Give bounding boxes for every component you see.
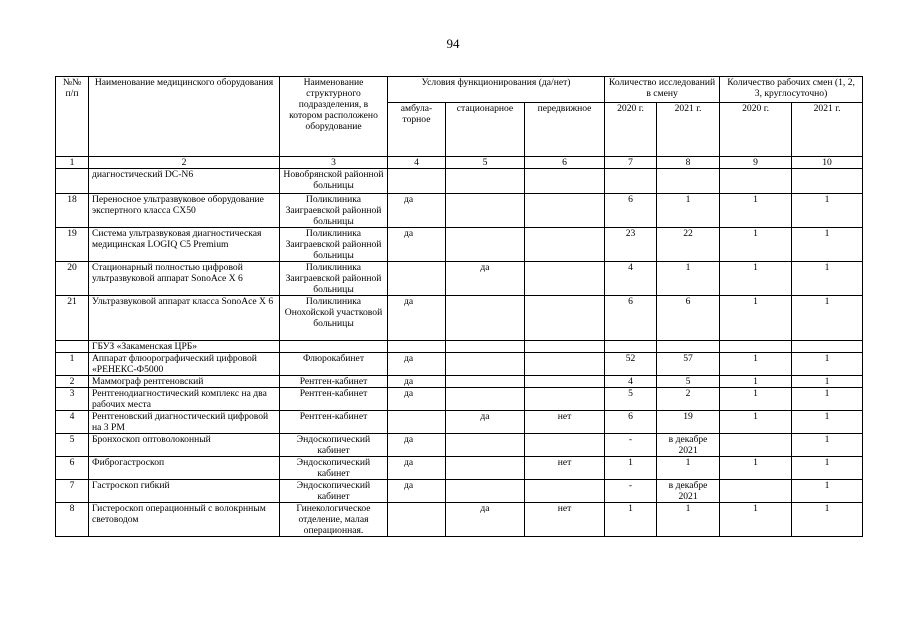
header-shifts-2020: 2020 г. [720, 103, 792, 157]
ambulatory-flag: да [388, 457, 446, 480]
shifts-2020 [720, 169, 792, 194]
division-name [280, 341, 388, 353]
stationary-flag [446, 194, 525, 228]
mobile-flag [525, 228, 605, 262]
shifts-2020: 1 [720, 296, 792, 341]
studies-2021: 1 [657, 262, 720, 296]
equipment-name: Гистероскоп операционный с волокрнным световодом [89, 503, 280, 537]
header-studies: Количество исследований в смену [605, 77, 720, 103]
equipment-name: Фиброгастроскоп [89, 457, 280, 480]
division-name: Эндоскопический кабинет [280, 457, 388, 480]
header-division: Наименование структурного подразделения, в котором расположено оборудование [280, 77, 388, 157]
studies-2020: 6 [605, 194, 657, 228]
row-number: 5 [56, 434, 89, 457]
mobile-flag [525, 480, 605, 503]
row-number: 7 [56, 480, 89, 503]
table-row [56, 388, 863, 411]
header-studies-2021: 2021 г. [657, 103, 720, 157]
division-name: Рентген-кабинет [280, 376, 388, 388]
row-number: 21 [56, 296, 89, 341]
stationary-flag: да [446, 411, 525, 434]
stationary-flag [446, 434, 525, 457]
division-name: Рентген-кабинет [280, 411, 388, 434]
table-row [56, 376, 863, 388]
column-number: 10 [792, 157, 863, 169]
stationary-flag [446, 388, 525, 411]
table-row [56, 194, 863, 228]
column-number: 5 [446, 157, 525, 169]
mobile-flag [525, 341, 605, 353]
shifts-2020: 1 [720, 376, 792, 388]
table-header [56, 77, 863, 169]
ambulatory-flag [388, 262, 446, 296]
studies-2021: 5 [657, 376, 720, 388]
division-name: Поликлиника Онохойской участковой больницы [280, 296, 388, 341]
equipment-name: Маммограф рентгеновский [89, 376, 280, 388]
ambulatory-flag [388, 341, 446, 353]
shifts-2020: 1 [720, 388, 792, 411]
division-name: Поликлиника Заиграевской районной больницы [280, 228, 388, 262]
header-stationary: стационарное [446, 103, 525, 157]
shifts-2020 [720, 480, 792, 503]
studies-2021: 6 [657, 296, 720, 341]
studies-2020: - [605, 434, 657, 457]
mobile-flag: нет [525, 503, 605, 537]
header-ambulatory: амбула-торное [388, 103, 446, 157]
table-row [56, 503, 863, 537]
shifts-2021: 1 [792, 194, 863, 228]
column-numbers-row [56, 157, 863, 169]
ambulatory-flag: да [388, 388, 446, 411]
table-row [56, 228, 863, 262]
studies-2020: 5 [605, 388, 657, 411]
division-name: Поликлиника Заиграевской районной больницы [280, 262, 388, 296]
division-name: Рентген-кабинет [280, 388, 388, 411]
column-number: 6 [525, 157, 605, 169]
table-row [56, 457, 863, 480]
table-row [56, 296, 863, 341]
mobile-flag [525, 434, 605, 457]
row-number: 20 [56, 262, 89, 296]
column-number: 3 [280, 157, 388, 169]
shifts-2021: 1 [792, 296, 863, 341]
ambulatory-flag: да [388, 376, 446, 388]
shifts-2021 [792, 341, 863, 353]
shifts-2021: 1 [792, 376, 863, 388]
header-studies-2020: 2020 г. [605, 103, 657, 157]
row-number: 1 [56, 353, 89, 376]
mobile-flag: нет [525, 411, 605, 434]
shifts-2021: 1 [792, 480, 863, 503]
stationary-flag: да [446, 503, 525, 537]
table-row [56, 434, 863, 457]
shifts-2021: 1 [792, 262, 863, 296]
studies-2020: 23 [605, 228, 657, 262]
equipment-name: Бронхоскоп оптоволоконный [89, 434, 280, 457]
studies-2021: 19 [657, 411, 720, 434]
row-number: 4 [56, 411, 89, 434]
equipment-name: Стационарный полностью цифровой ультразвуковой аппарат SonoAce X 6 [89, 262, 280, 296]
studies-2021: 2 [657, 388, 720, 411]
studies-2021: 1 [657, 457, 720, 480]
equipment-name: Рентгеновский диагностический цифровой на 3 РМ [89, 411, 280, 434]
shifts-2021: 1 [792, 411, 863, 434]
studies-2021: 22 [657, 228, 720, 262]
shifts-2021: 1 [792, 434, 863, 457]
studies-2020 [605, 341, 657, 353]
ambulatory-flag: да [388, 353, 446, 376]
shifts-2020: 1 [720, 503, 792, 537]
equipment-name: Гастроскоп гибкий [89, 480, 280, 503]
shifts-2020: 1 [720, 228, 792, 262]
studies-2020: 1 [605, 457, 657, 480]
stationary-flag [446, 341, 525, 353]
header-mobile: передвижное [525, 103, 605, 157]
row-number: 18 [56, 194, 89, 228]
shifts-2021: 1 [792, 228, 863, 262]
shifts-2020: 1 [720, 262, 792, 296]
ambulatory-flag: да [388, 480, 446, 503]
shifts-2020: 1 [720, 457, 792, 480]
table-row [56, 341, 863, 353]
mobile-flag [525, 169, 605, 194]
studies-2020: 1 [605, 503, 657, 537]
ambulatory-flag: да [388, 194, 446, 228]
shifts-2021 [792, 169, 863, 194]
ambulatory-flag [388, 503, 446, 537]
mobile-flag [525, 353, 605, 376]
row-number [56, 341, 89, 353]
studies-2021: в декабре 2021 [657, 434, 720, 457]
stationary-flag [446, 353, 525, 376]
mobile-flag [525, 194, 605, 228]
equipment-name: Рентгенодиагностический комплекс на два рабочих места [89, 388, 280, 411]
mobile-flag [525, 388, 605, 411]
studies-2020: 4 [605, 376, 657, 388]
studies-2020: 52 [605, 353, 657, 376]
equipment-name: Ультразвуковой аппарат класса SonoAce X 6 [89, 296, 280, 341]
shifts-2020 [720, 341, 792, 353]
mobile-flag [525, 296, 605, 341]
equipment-name: ГБУЗ «Закаменская ЦРБ» [89, 341, 280, 353]
ambulatory-flag [388, 411, 446, 434]
studies-2020: 6 [605, 411, 657, 434]
table-row [56, 411, 863, 434]
row-number: 19 [56, 228, 89, 262]
shifts-2021: 1 [792, 388, 863, 411]
equipment-table [55, 76, 863, 537]
row-number: 3 [56, 388, 89, 411]
division-name: Гинекологическое отделение, малая операционная. [280, 503, 388, 537]
column-number: 7 [605, 157, 657, 169]
mobile-flag: нет [525, 457, 605, 480]
column-number: 9 [720, 157, 792, 169]
mobile-flag [525, 376, 605, 388]
shifts-2020 [720, 434, 792, 457]
studies-2021: 1 [657, 194, 720, 228]
header-shifts-2021: 2021 г. [792, 103, 863, 157]
equipment-name: диагностический DC-N6 [89, 169, 280, 194]
studies-2020 [605, 169, 657, 194]
division-name: Флюрокабинет [280, 353, 388, 376]
stationary-flag [446, 376, 525, 388]
division-name: Новобрянской районной больницы [280, 169, 388, 194]
stationary-flag [446, 169, 525, 194]
row-number: 2 [56, 376, 89, 388]
ambulatory-flag: да [388, 434, 446, 457]
shifts-2020: 1 [720, 194, 792, 228]
column-number: 8 [657, 157, 720, 169]
division-name: Поликлиника Заиграевской районной больницы [280, 194, 388, 228]
shifts-2021: 1 [792, 457, 863, 480]
stationary-flag [446, 480, 525, 503]
header-conditions: Условия функционирования (да/нет) [388, 77, 605, 103]
table-row [56, 353, 863, 376]
table-body [56, 169, 863, 537]
studies-2021 [657, 169, 720, 194]
shifts-2021: 1 [792, 353, 863, 376]
studies-2020: - [605, 480, 657, 503]
table-row [56, 480, 863, 503]
studies-2021 [657, 341, 720, 353]
stationary-flag [446, 228, 525, 262]
column-number: 2 [89, 157, 280, 169]
shifts-2020: 1 [720, 353, 792, 376]
ambulatory-flag [388, 169, 446, 194]
equipment-name: Переносное ультразвуковое оборудование экспертного класса CX50 [89, 194, 280, 228]
page-number: 94 [446, 36, 460, 51]
row-number: 8 [56, 503, 89, 537]
studies-2020: 4 [605, 262, 657, 296]
division-name: Эндоскопический кабинет [280, 434, 388, 457]
header-equipment-name: Наименование медицинского оборудования [89, 77, 280, 157]
header-shifts: Количество рабочих смен (1, 2, 3, круглосуточно) [720, 77, 863, 103]
shifts-2021: 1 [792, 503, 863, 537]
header-num: №№ п/п [56, 77, 89, 157]
column-number: 1 [56, 157, 89, 169]
table-row [56, 169, 863, 194]
stationary-flag [446, 457, 525, 480]
studies-2020: 6 [605, 296, 657, 341]
equipment-name: Система ультразвуковая диагностическая медицинская LOGIQ C5 Premium [89, 228, 280, 262]
ambulatory-flag: да [388, 228, 446, 262]
division-name: Эндоскопический кабинет [280, 480, 388, 503]
studies-2021: 1 [657, 503, 720, 537]
column-number: 4 [388, 157, 446, 169]
studies-2021: 57 [657, 353, 720, 376]
table-row [56, 262, 863, 296]
studies-2021: в декабре 2021 [657, 480, 720, 503]
equipment-name: Аппарат флюорографический цифровой «РЕНЕКС-Ф5000 [89, 353, 280, 376]
ambulatory-flag: да [388, 296, 446, 341]
stationary-flag: да [446, 262, 525, 296]
stationary-flag [446, 296, 525, 341]
shifts-2020: 1 [720, 411, 792, 434]
mobile-flag [525, 262, 605, 296]
row-number [56, 169, 89, 194]
row-number: 6 [56, 457, 89, 480]
